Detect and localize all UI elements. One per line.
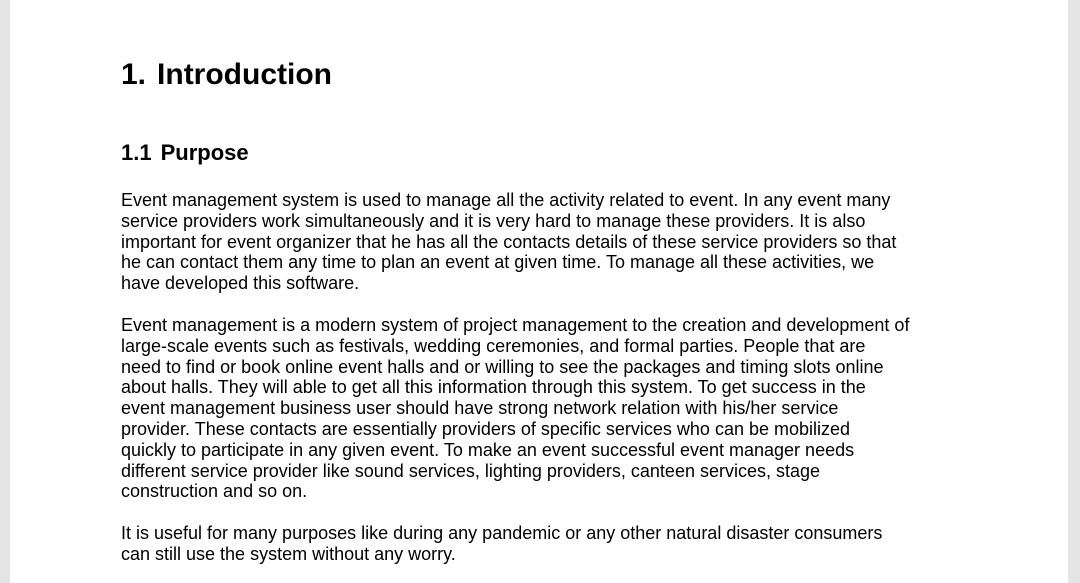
text-line: can still use the system without any worry. <box>121 543 456 564</box>
subsection-title: Purpose <box>160 140 249 165</box>
text-line: quickly to participate in any given event. To make an event successful event manager needs <box>121 439 855 460</box>
paragraph-1 <box>121 190 981 294</box>
section-heading-introduction <box>121 58 332 92</box>
text-line: have developed this software. <box>121 273 360 294</box>
text-line: important for event organizer that he has all the contacts details of these service providers so that <box>121 231 897 252</box>
text-line: he can contact them any time to plan an event at given time. To manage all these activities, we <box>121 252 875 273</box>
text-line: need to find or book online event halls and or willing to see the packages and timing slots online <box>121 356 884 377</box>
section-number: 1. <box>121 58 147 91</box>
text-line: about halls. They will able to get all this information through this system. To get success in the <box>121 377 866 398</box>
section-title: Introduction <box>157 58 332 91</box>
text-line: service providers work simultaneously and it is very hard to manage these providers. It is also <box>121 210 866 231</box>
paragraph-3 <box>121 523 981 565</box>
text-line: provider. These contacts are essentially providers of specific services who can be mobilized <box>121 418 851 439</box>
document-page <box>10 0 1068 583</box>
text-line: construction and so on. <box>121 481 308 502</box>
text-line: Event management system is used to manage all the activity related to event. In any event many <box>121 190 891 210</box>
subsection-heading-purpose <box>121 140 249 166</box>
text-line: Event management is a modern system of project management to the creation and development of <box>121 315 910 335</box>
text-line: It is useful for many purposes like during any pandemic or any other natural disaster consumers <box>121 523 883 543</box>
paragraph-2 <box>121 315 981 502</box>
text-line: different service provider like sound services, lighting providers, canteen services, stage <box>121 460 821 481</box>
subsection-number: 1.1 <box>121 140 152 165</box>
text-line: event management business user should have strong network relation with his/her service <box>121 398 839 419</box>
text-line: large-scale events such as festivals, wedding ceremonies, and formal parties. People that are <box>121 335 866 356</box>
